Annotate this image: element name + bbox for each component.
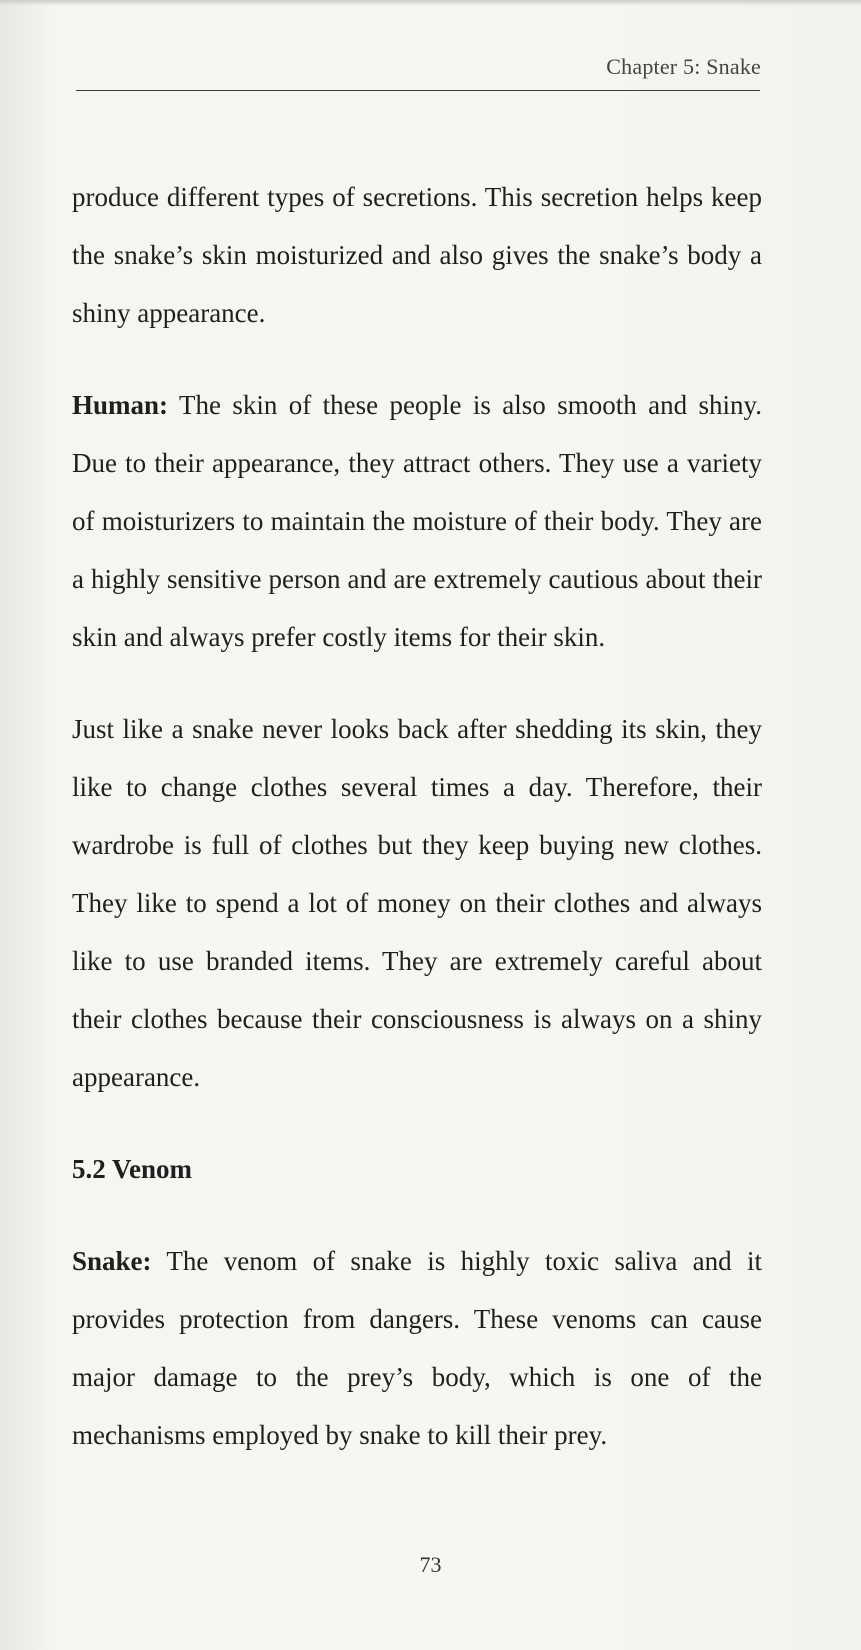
page-top-edge: [0, 0, 861, 6]
paragraph-gap: [72, 666, 762, 700]
paragraph-lead-snake: Snake:: [72, 1246, 152, 1276]
paragraph-human-skin-text: The skin of these people is also smooth and shiny. Due to their appearance, they attract others. They use a variety of moisturizers to maintain the moisture of their body. They are a highly sensitive person and are extremely cautious about their skin and always prefer costly items for their skin.: [72, 390, 762, 652]
paragraph-human-skin: [72, 376, 762, 666]
paragraph-secretion: produce different types of secretions. This secretion helps keep the snake’s skin moisturized and also gives the snake’s body a shiny appearance.: [72, 182, 762, 328]
header-rule: [76, 90, 760, 91]
paragraph-gap: [72, 342, 762, 376]
paragraph-lead-human: Human:: [72, 390, 169, 420]
running-head: Chapter 5: Snake: [606, 54, 761, 79]
page-body: [72, 168, 762, 1464]
paragraph-clothes: Just like a snake never looks back after shedding its skin, they like to change clothes several times a day. Therefore, their wardrobe is full of clothes but they keep buying new clothes. They like to spend a lot of money on their clothes and always like to use branded items. They are extremely careful about their clothes because their consciousness is always on a shiny appearance.: [72, 714, 762, 1092]
section-heading: 5.2 Venom: [72, 1154, 193, 1184]
page-number: 73: [419, 1552, 442, 1577]
paragraph-gap: [72, 1198, 762, 1232]
paragraph-snake-venom: [72, 1232, 762, 1464]
paragraph-gap: [72, 1106, 762, 1140]
paragraph-snake-venom-text: The venom of snake is highly toxic saliva and it provides protection from dangers. These venoms can cause major damage to the prey’s body, which is one of the mechanisms employed by snake to kill their prey.: [72, 1246, 762, 1450]
